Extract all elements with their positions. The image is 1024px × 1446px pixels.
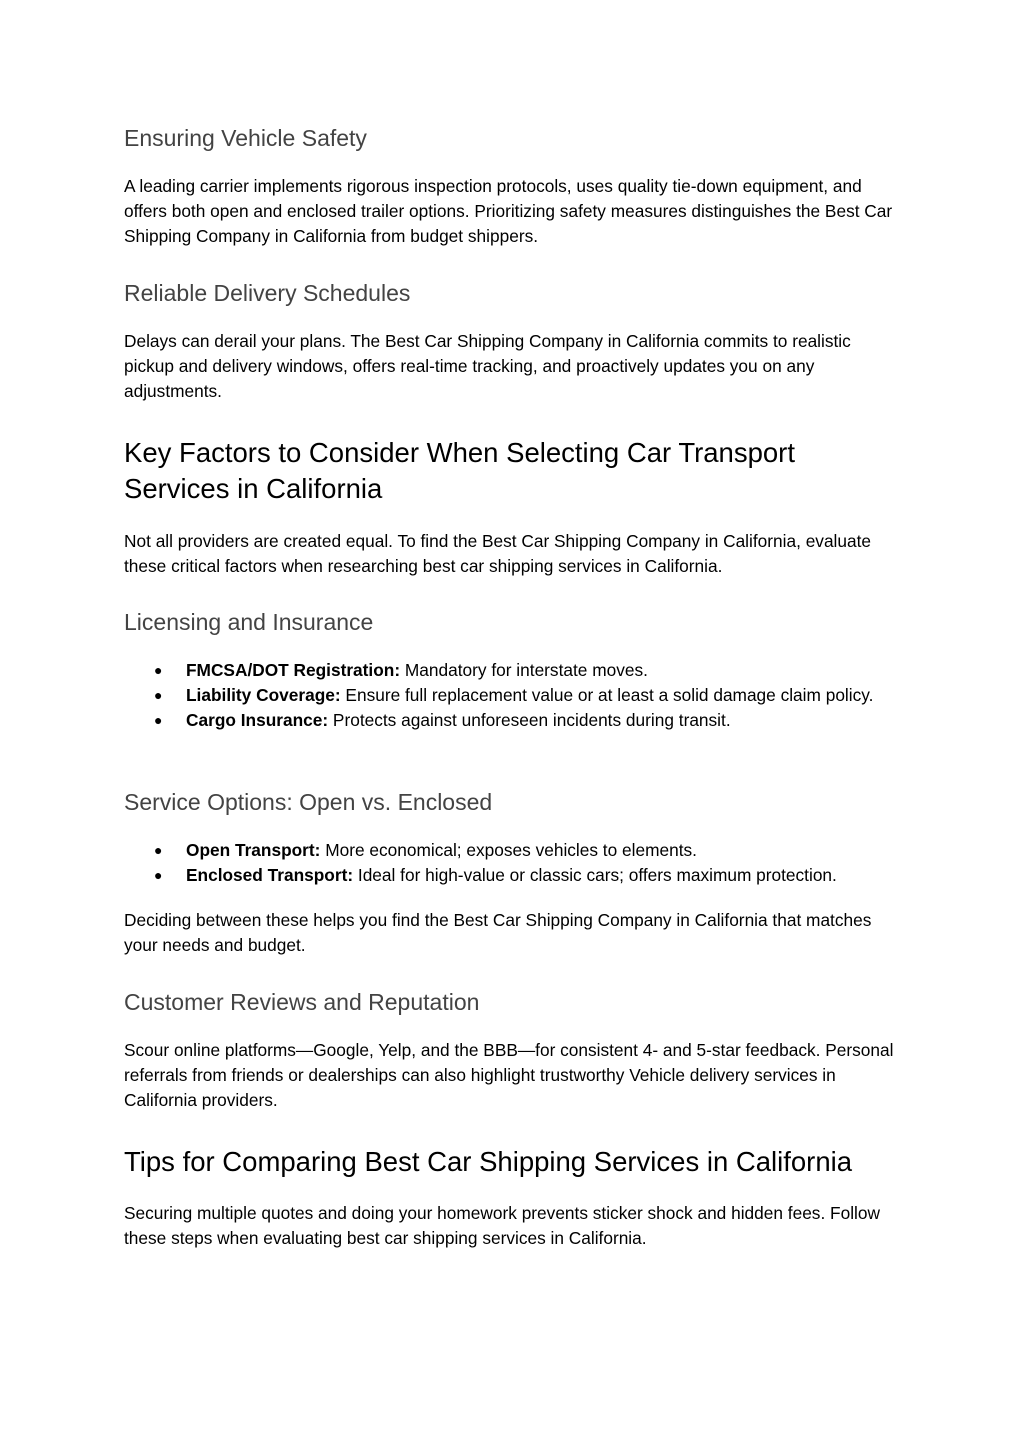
item-text: Protects against unforeseen incidents during transit. <box>328 710 731 730</box>
paragraph-delivery-schedules: Delays can derail your plans. The Best Car Shipping Company in California commits to realistic pickup and delivery windows, offers real-time tracking, and proactively updates you on any adjustments. <box>124 331 851 401</box>
paragraph-key-factors: Not all providers are created equal. To find the Best Car Shipping Company in California, evaluate these critical factors when researching best car shipping services in California. <box>124 531 872 576</box>
bullet-icon: ● <box>154 662 163 678</box>
list-licensing <box>124 658 904 733</box>
list-item <box>124 863 904 888</box>
bullet-icon: ● <box>154 867 163 883</box>
item-label: FMCSA/DOT Registration: <box>186 660 401 680</box>
item-text: Mandatory for interstate moves. <box>400 660 648 680</box>
item-label: Open Transport: <box>186 840 321 860</box>
item-text: Ensure full replacement value or at least a solid damage claim policy. <box>340 685 874 705</box>
heading-delivery-schedules: Reliable Delivery Schedules <box>124 280 411 306</box>
item-text: Ideal for high-value or classic cars; offers maximum protection. <box>353 865 837 885</box>
list-service-options <box>124 838 904 888</box>
paragraph-tips: Securing multiple quotes and doing your homework prevents sticker shock and hidden fees. Follow these steps when evaluating best car shipping services in California. <box>124 1203 880 1248</box>
list-item <box>124 838 904 863</box>
bullet-icon: ● <box>154 712 163 728</box>
heading-key-factors: Key Factors to Consider When Selecting Car Transport Services in California <box>124 437 795 504</box>
heading-tips: Tips for Comparing Best Car Shipping Services in California <box>124 1146 853 1177</box>
list-item <box>124 658 904 683</box>
item-label: Enclosed Transport: <box>186 865 354 885</box>
bullet-icon: ● <box>154 687 163 703</box>
list-item <box>124 708 904 733</box>
paragraph-service-options: Deciding between these helps you find the Best Car Shipping Company in California that matches your needs and budget. <box>124 910 872 955</box>
heading-service-options: Service Options: Open vs. Enclosed <box>124 789 493 815</box>
list-item <box>124 683 904 708</box>
item-text: More economical; exposes vehicles to elements. <box>320 840 697 860</box>
item-label: Liability Coverage: <box>186 685 341 705</box>
item-label: Cargo Insurance: <box>186 710 329 730</box>
heading-reviews: Customer Reviews and Reputation <box>124 989 480 1015</box>
heading-vehicle-safety: Ensuring Vehicle Safety <box>124 125 367 151</box>
bullet-icon: ● <box>154 842 163 858</box>
paragraph-reviews: Scour online platforms—Google, Yelp, and the BBB—for consistent 4- and 5-star feedback. Personal referrals from friends or dealerships can also highlight trustworthy Vehicle delivery services in California providers. <box>124 1040 894 1110</box>
paragraph-vehicle-safety: A leading carrier implements rigorous inspection protocols, uses quality tie-down equipment, and offers both open and enclosed trailer options. Prioritizing safety measures distinguishes the Best Car Shipping Company in California from budget shippers. <box>124 176 893 246</box>
heading-licensing: Licensing and Insurance <box>124 609 374 635</box>
